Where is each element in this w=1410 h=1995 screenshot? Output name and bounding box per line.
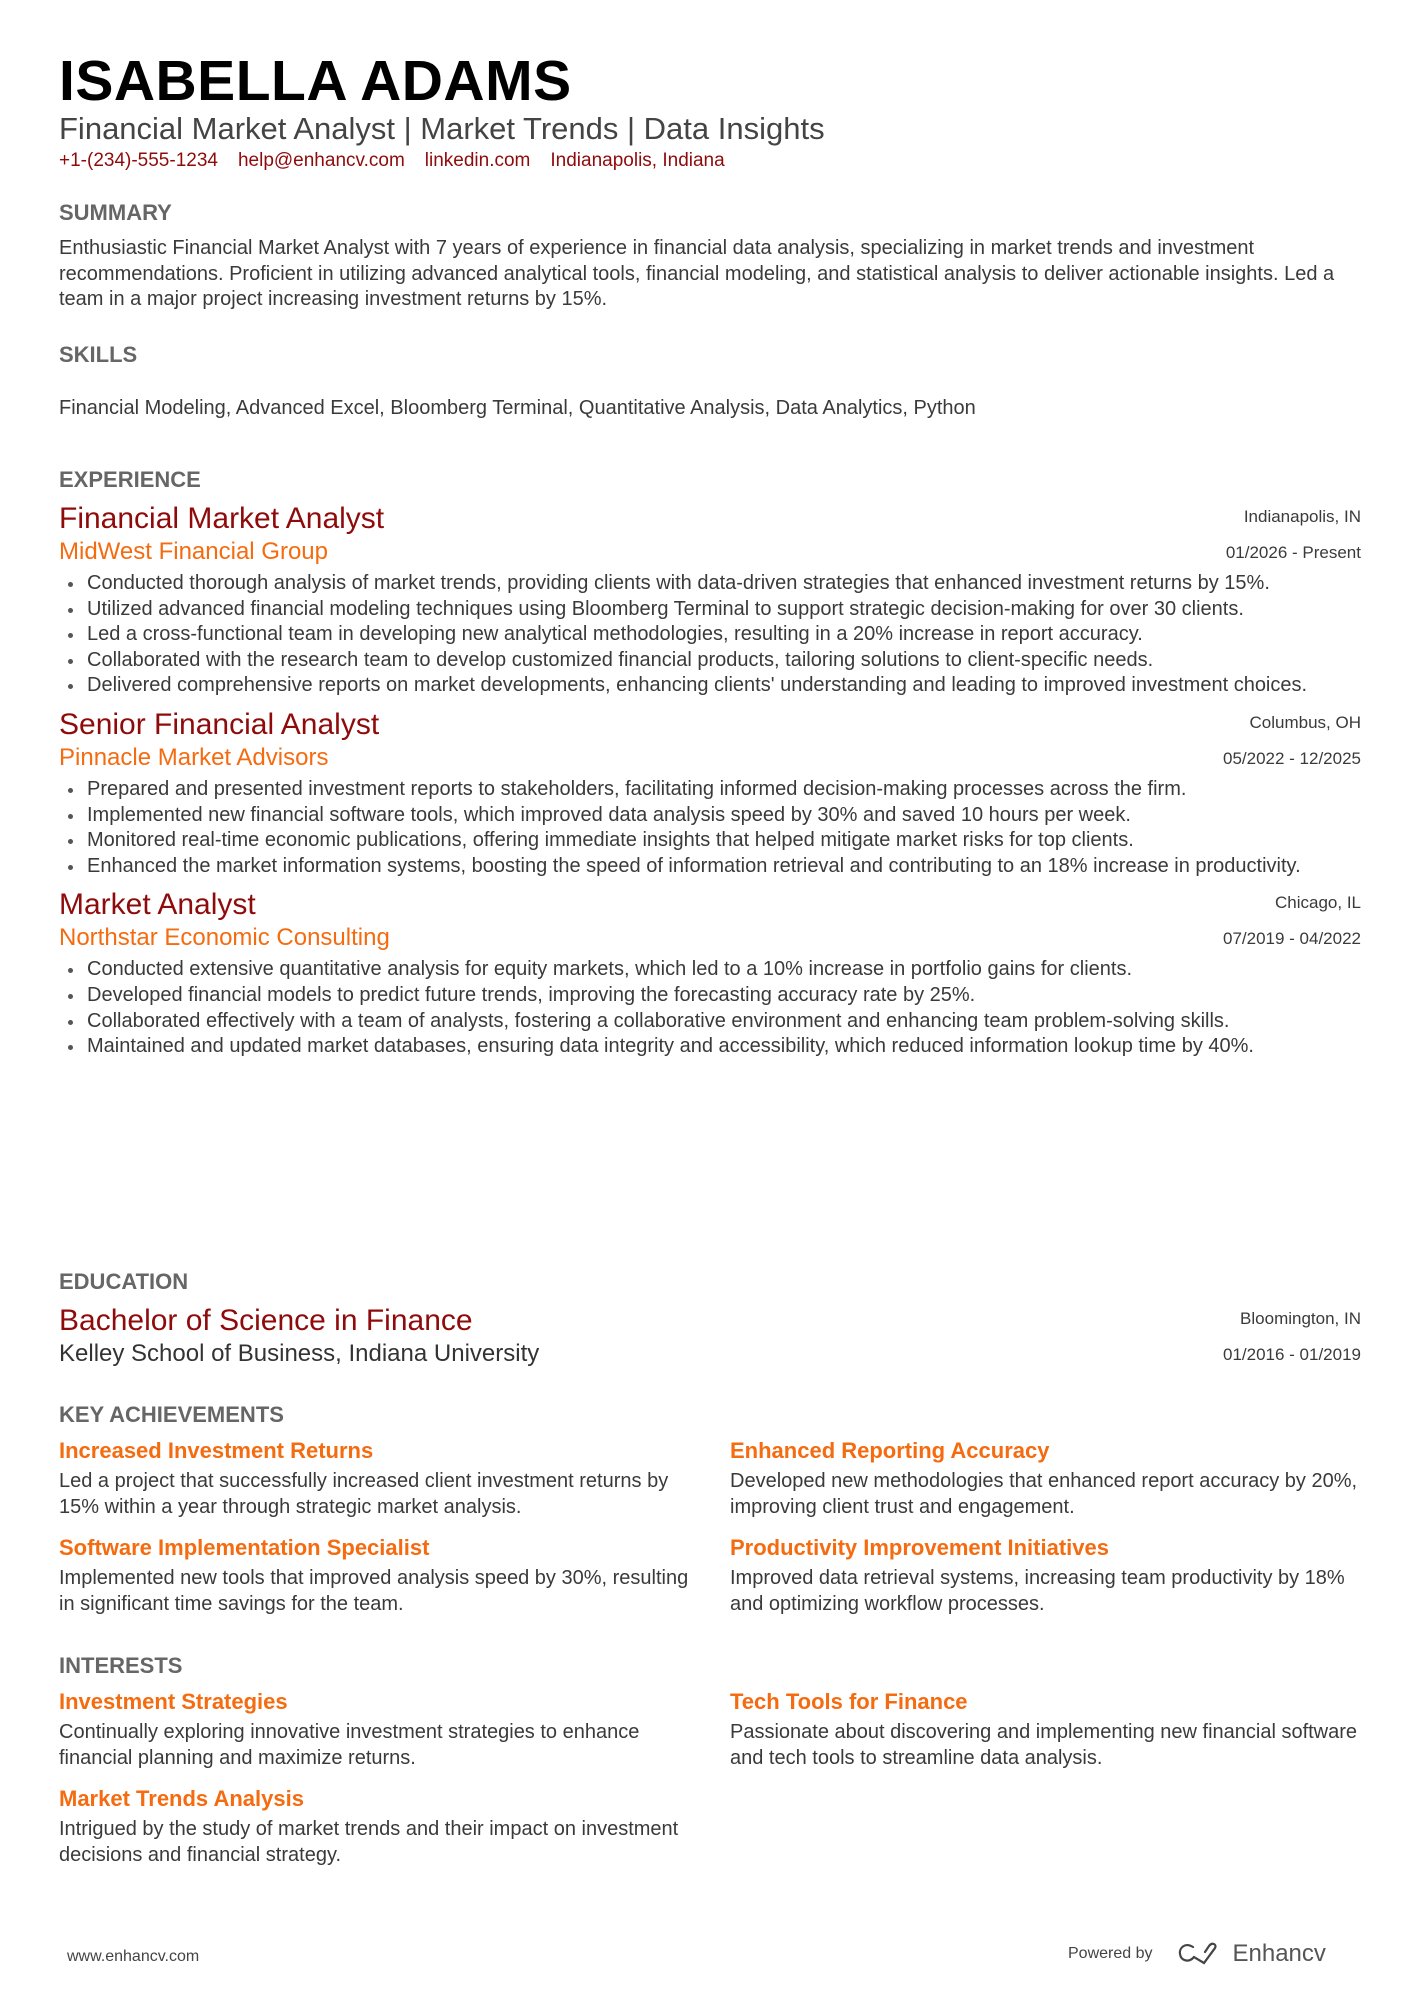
job-dates: 01/2026 - Present (1225, 543, 1361, 562)
summary-text: Enthusiastic Financial Market Analyst with 7 years of experience in financial data analysis, specializing in market trends and investment recommendations. Proficient in utilizing advanced analytical tools, financial modeling, and statistical analysis to deliver actionable insights. Led a team in a major project increasing investment returns by 15%. (59, 237, 1335, 311)
section-heading: INTERESTS (59, 1653, 183, 1678)
section-heading: EDUCATION (59, 1269, 189, 1294)
brand-name: Enhancv (1232, 1940, 1326, 1967)
section-heading: KEY ACHIEVEMENTS (59, 1402, 284, 1427)
bullet-item: Collaborated effectively with a team of analysts, fostering a collaborative environment and enhancing team problem-solving skills. (59, 1009, 1361, 1035)
company-name: Pinnacle Market Advisors (59, 743, 329, 771)
skills-section (59, 342, 1361, 422)
section-heading: SUMMARY (59, 200, 172, 225)
education-entry (59, 1303, 1361, 1369)
job-title: Senior Financial Analyst (59, 707, 380, 741)
bullet-item: Conducted extensive quantitative analysis for equity markets, which led to a 10% increase in portfolio gains for clients. (59, 957, 1361, 983)
interest-title: Market Trends Analysis (59, 1786, 304, 1812)
job-bullets (59, 957, 1361, 1059)
bullet-item: Delivered comprehensive reports on market developments, enhancing clients' understanding and leading to improved investment choices. (59, 673, 1361, 699)
achievement-text: Improved data retrieval systems, increasing team productivity by 18% and optimizing workflow processes. (730, 1567, 1345, 1615)
achievement-text: Led a project that successfully increased client investment returns by 15% within a year through strategic market analysis. (59, 1470, 669, 1518)
achievement-title: Increased Investment Returns (59, 1438, 374, 1463)
bullet-item: Maintained and updated market databases, ensuring data integrity and accessibility, which reduced information lookup time by 40%. (59, 1034, 1361, 1060)
company-name: Northstar Economic Consulting (59, 924, 390, 952)
interests-section (59, 1653, 1361, 1881)
achievement-text: Developed new methodologies that enhanced report accuracy by 20%, improving client trust and engagement. (730, 1470, 1358, 1518)
experience-section (59, 467, 1361, 1068)
interest (59, 1687, 690, 1771)
bullet-item: Conducted thorough analysis of market trends, providing clients with data-driven strategies that enhanced investment returns by 15%. (59, 571, 1361, 597)
summary-section (59, 200, 1361, 313)
footer-website[interactable]: www.enhancv.com (67, 1948, 200, 1965)
school: Kelley School of Business, Indiana University (59, 1340, 540, 1367)
interest-text: Passionate about discovering and implementing new financial software and tech tools to streamline data analysis. (730, 1721, 1358, 1769)
footer-branding (1068, 1940, 1326, 1968)
education-section (59, 1269, 1361, 1369)
experience-entry (59, 707, 1361, 879)
enhancv-logo (1177, 1940, 1326, 1968)
powered-by-label: Powered by (1068, 1945, 1153, 1962)
candidate-name: ISABELLA ADAMS (59, 49, 572, 113)
bullet-item: Monitored real-time economic publications, offering immediate insights that helped mitigate market risks for top clients. (59, 828, 1361, 854)
linkedin-link[interactable]: linkedin.com (424, 150, 531, 171)
location: Indianapolis, Indiana (550, 150, 725, 171)
bullet-item: Enhanced the market information systems, boosting the speed of information retrieval and contributing to an 18% increase in productivity. (59, 854, 1361, 880)
job-location: Indianapolis, IN (1243, 507, 1361, 526)
achievement-title: Software Implementation Specialist (59, 1535, 430, 1561)
achievement (730, 1533, 1361, 1617)
education-location: Bloomington, IN (1240, 1309, 1361, 1328)
interest-title: Tech Tools for Finance (730, 1689, 968, 1714)
bullet-item: Led a cross-functional team in developing new analytical methodologies, resulting in a 20% increase in report accuracy. (59, 622, 1361, 648)
headline: Financial Market Analyst | Market Trends | Data Insights (59, 111, 825, 146)
experience-entry (59, 887, 1361, 1059)
job-title: Financial Market Analyst (59, 502, 385, 535)
degree: Bachelor of Science in Finance (59, 1304, 473, 1337)
bullet-item: Implemented new financial software tools, which improved data analysis speed by 30% and saved 10 hours per week. (59, 803, 1361, 829)
achievements-section (59, 1402, 1361, 1630)
experience-entry (59, 501, 1361, 699)
contact-info (59, 150, 725, 172)
bullet-item: Collaborated with the research team to develop customized financial products, tailoring solutions to client-specific needs. (59, 648, 1361, 674)
section-heading: EXPERIENCE (59, 467, 201, 492)
achievement-title: Enhanced Reporting Accuracy (730, 1438, 1050, 1463)
job-location: Columbus, OH (1249, 712, 1361, 732)
interest (59, 1784, 690, 1868)
job-dates: 07/2019 - 04/2022 (1222, 929, 1361, 949)
bullet-item: Utilized advanced financial modeling techniques using Bloomberg Terminal to support strategic decision-making for over 30 clients. (59, 597, 1361, 623)
interest-title: Investment Strategies (59, 1689, 288, 1714)
job-location: Chicago, IL (1275, 893, 1361, 913)
job-dates: 05/2022 - 12/2025 (1222, 748, 1361, 768)
section-heading: SKILLS (59, 342, 138, 367)
job-title: Market Analyst (59, 888, 256, 922)
achievement (59, 1436, 690, 1520)
achievement (59, 1533, 690, 1617)
job-bullets (59, 777, 1361, 879)
interest-text: Intrigued by the study of market trends and their impact on investment decisions and financial strategy. (59, 1818, 679, 1866)
bullet-item: Developed financial models to predict future trends, improving the forecasting accuracy rate by 25%. (59, 983, 1361, 1009)
achievement (730, 1436, 1361, 1520)
job-bullets (59, 571, 1361, 699)
education-dates: 01/2016 - 01/2019 (1222, 1345, 1361, 1364)
company-name: MidWest Financial Group (59, 538, 328, 565)
achievement-text: Implemented new tools that improved analysis speed by 30%, resulting in significant time savings for the team. (59, 1567, 689, 1615)
skills-text: Financial Modeling, Advanced Excel, Bloomberg Terminal, Quantitative Analysis, Data Analytics, Python (59, 397, 976, 419)
email-link[interactable]: help@enhancv.com (237, 150, 405, 171)
interest-text: Continually exploring innovative investment strategies to enhance financial planning and maximize returns. (59, 1721, 640, 1769)
phone[interactable]: +1-(234)-555-1234 (59, 150, 218, 171)
interest (730, 1687, 1361, 1771)
bullet-item: Prepared and presented investment reports to stakeholders, facilitating informed decision-making processes across the firm. (59, 777, 1361, 803)
enhancv-logo-icon (1177, 1942, 1223, 1966)
achievement-title: Productivity Improvement Initiatives (730, 1535, 1109, 1561)
